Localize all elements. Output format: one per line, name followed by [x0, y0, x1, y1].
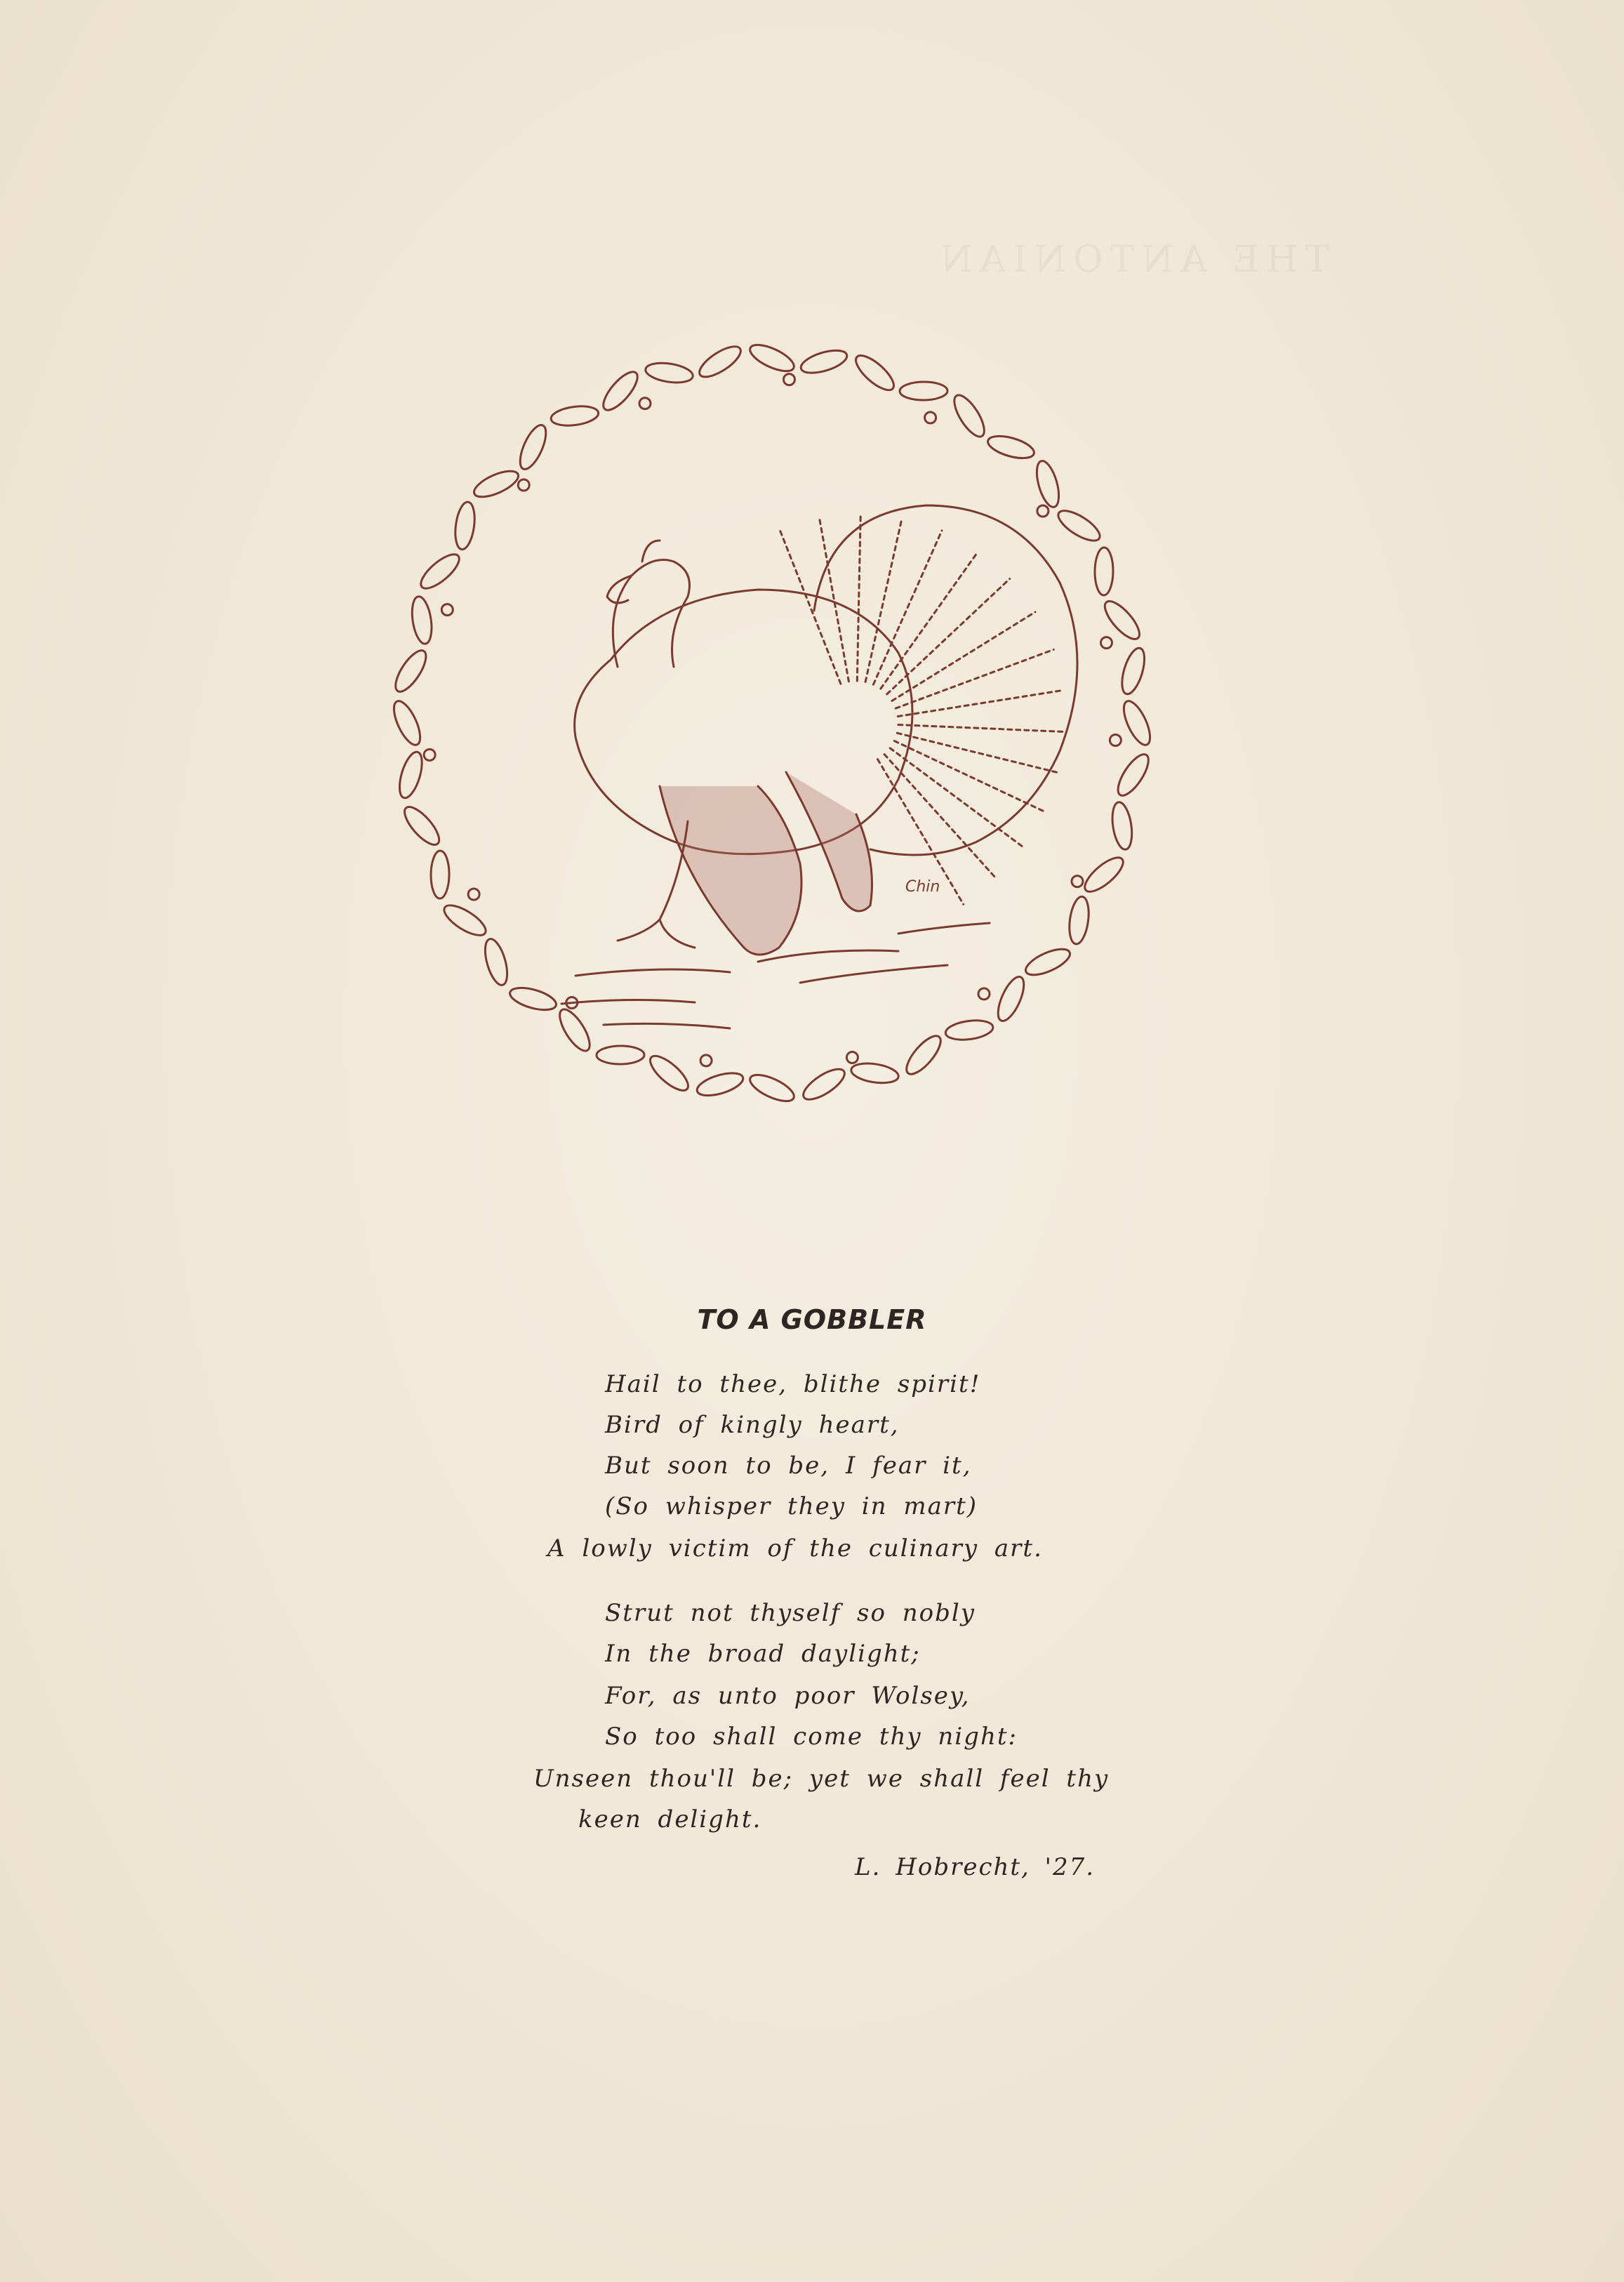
oak-leaf: [799, 1063, 848, 1105]
oak-leaf: [851, 350, 898, 395]
oak-leaf: [554, 1005, 595, 1055]
acorn: [1037, 505, 1049, 517]
oak-leaf: [747, 340, 798, 376]
acorn: [518, 479, 529, 491]
acorn: [639, 398, 651, 409]
tail-feather: [892, 612, 1035, 701]
oak-leaf: [850, 1061, 900, 1086]
stanza-1-line-4: (So whisper they in mart): [605, 1492, 978, 1520]
acorn: [1101, 637, 1112, 649]
oak-leaf: [1054, 505, 1104, 546]
poem-title: TO A GOBBLER: [697, 1304, 927, 1335]
oak-leaf: [747, 1070, 798, 1106]
stanza-2-line-5: Unseen thou'll be; yet we shall feel thy: [533, 1765, 1110, 1793]
oak-leaf: [949, 391, 990, 441]
oak-leaf: [945, 1018, 994, 1042]
stanza-2-line-4: So too shall come thy night:: [605, 1723, 1018, 1751]
acorn: [700, 1055, 712, 1066]
oak-leaf: [1023, 944, 1074, 981]
stanza-1-line-5: A lowly victim of the culinary art.: [547, 1534, 1043, 1563]
oak-leaf: [440, 900, 490, 941]
oak-leaf: [985, 432, 1037, 463]
oak-leaf: [695, 1068, 746, 1100]
tail-feather: [898, 725, 1067, 732]
oak-wreath: [389, 340, 1155, 1106]
oak-leaf: [695, 341, 745, 383]
tail-feather: [873, 531, 942, 684]
tail-feather: [887, 579, 1010, 694]
oak-leaf: [399, 802, 444, 849]
stanza-2-line-3: For, as unto poor Wolsey,: [605, 1682, 971, 1710]
acorn: [784, 374, 795, 385]
oak-leaf: [390, 646, 432, 696]
oak-leaf: [1117, 646, 1149, 697]
oak-leaf: [416, 549, 465, 594]
stanza-2-line-2: In the broad daylight;: [605, 1640, 921, 1668]
tail-feather: [881, 552, 978, 689]
poem-author: L. Hobrecht, '27.: [855, 1853, 1096, 1881]
oak-leaf: [597, 1046, 644, 1065]
oak-leaf: [1110, 801, 1135, 851]
oak-leaf: [901, 1031, 946, 1080]
oak-leaf: [900, 382, 947, 401]
oak-leaf: [515, 422, 552, 473]
acorn: [1110, 735, 1121, 746]
turkey-wreath-illustration: [365, 330, 1179, 1130]
tail-feather: [857, 512, 860, 681]
oak-leaf: [1080, 852, 1129, 897]
turkey-drawing: [561, 505, 1077, 1028]
acorn: [925, 412, 936, 423]
stanza-1-line-1: Hail to thee, blithe spirit!: [605, 1370, 981, 1398]
oak-leaf: [481, 936, 512, 988]
oak-leaf: [1095, 548, 1114, 595]
oak-leaf: [645, 1051, 693, 1096]
stanza-2-line-1: Strut not thyself so nobly: [605, 1599, 976, 1627]
oak-leaf: [431, 851, 450, 898]
acorn: [1072, 876, 1083, 887]
stanza-1-line-3: But soon to be, I fear it,: [605, 1452, 972, 1480]
oak-leaf: [409, 595, 434, 645]
acorn: [846, 1052, 858, 1063]
bleed-through-text: THE ANTONIAN: [933, 239, 1329, 281]
oak-leaf: [550, 404, 599, 428]
oak-leaf: [1032, 458, 1063, 510]
tail-feather: [779, 527, 841, 684]
oak-leaf: [644, 360, 694, 385]
acorn: [441, 604, 453, 616]
stanza-1-line-2: Bird of kingly heart,: [605, 1411, 900, 1439]
artist-signature: Chin: [905, 878, 940, 896]
stanza-2-line-6: keen delight.: [578, 1805, 762, 1833]
tail-feather: [865, 517, 902, 682]
oak-leaf: [507, 983, 559, 1014]
oak-leaf: [598, 367, 643, 416]
tail-feather: [890, 748, 1025, 849]
oak-leaf: [1112, 750, 1154, 800]
oak-leaf: [799, 346, 850, 378]
tail-feather: [896, 649, 1053, 708]
oak-leaf: [1067, 896, 1091, 946]
acorn: [978, 988, 990, 1000]
oak-leaf: [453, 500, 477, 550]
tail-feather: [898, 690, 1064, 717]
oak-leaf: [395, 750, 427, 801]
oak-leaf: [471, 466, 522, 503]
oak-leaf: [1119, 698, 1155, 749]
tail-feather: [884, 755, 997, 880]
oak-leaf: [993, 974, 1030, 1025]
acorn: [468, 889, 479, 900]
acorn: [424, 749, 435, 760]
oak-leaf: [389, 698, 425, 749]
